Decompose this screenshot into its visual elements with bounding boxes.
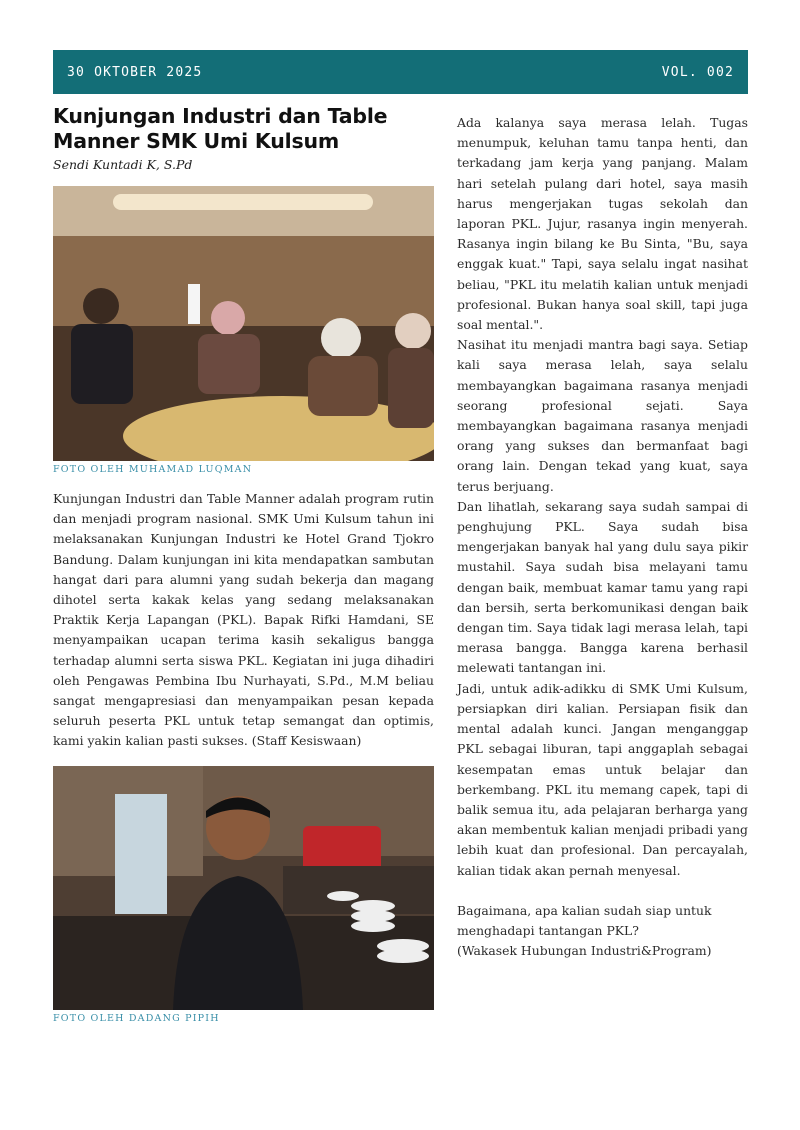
article-author: Sendi Kuntadi K, S.Pd bbox=[53, 157, 193, 172]
photo2-caption: FOTO OLEH DADANG PIPIH bbox=[53, 1012, 220, 1024]
photo1-caption: FOTO OLEH MUHAMAD LUQMAN bbox=[53, 464, 253, 475]
barista-photo-illustration bbox=[53, 766, 434, 1010]
right-paragraph-3: Dan lihatlah, sekarang saya sudah sampai di penghujung PKL. Saya sudah bisa mengerjakan banyak hal yang dulu saya pikir mustahil. Saya sudah bisa melayani tamu dengan baik, membuat kamar tamu yang rapi dan bersih, serta berkomunikasi dengan baik dengan tim. Saya tidak lagi merasa lelah, tapi merasa bangga. Bangga karena berhasil melewati tantangan ini. bbox=[457, 498, 748, 676]
right-column bbox=[457, 113, 748, 961]
right-paragraph-1: Ada kalanya saya merasa lelah. Tugas menumpuk, keluhan tamu tanpa henti, dan terkadang jam kerja yang panjang. Malam hari setelah pulang dari hotel, saya masih harus mengerjakan tugas sekolah dan laporan PKL. Jujur, rasanya ingin menyerah. Rasanya ingin bilang ke Bu Sinta, "Bu, saya enggak kuat." Tapi, saya selalu ingat nasihat beliau, "PKL itu melatih kalian untuk menjadi profesional. Bukan hanya soal skill, tapi juga soal mental.". bbox=[457, 115, 748, 333]
photo-banquet bbox=[53, 186, 434, 461]
photo-barista bbox=[53, 766, 434, 1010]
closing-signature: (Wakasek Hubungan Industri&Program) bbox=[457, 943, 712, 959]
right-paragraph-2: Nasihat itu menjadi mantra bagi saya. Setiap kali saya merasa lelah, saya selalu membayangkan bagaimana rasanya menjadi seorang profesional sejati. Saya membayangkan bagaimana rasanya menjadi orang yang sukses dan bermanfaat bagi orang lain. Dengan tekad yang kuat, saya terus berjuang. bbox=[457, 337, 748, 494]
issue-date: 30 OKTOBER 2025 bbox=[67, 64, 203, 80]
banquet-photo-illustration bbox=[53, 186, 434, 461]
left-paragraph: Kunjungan Industri dan Table Manner adalah program rutin dan menjadi program nasional. SMK Umi Kulsum tahun ini melaksanakan Kunjungan Industri ke Hotel Grand Tjokro Bandung. Dalam kunjungan ini kita mendapatkan sambutan hangat dari para alumni yang sudah bekerja dan magang dihotel serta kakak kelas yang sedang melaksanakan Praktik Kerja Lapangan (PKL). Bapak Rifki Hamdani, SE menyampaikan ucapan terima kasih sekaligus bangga terhadap alumni serta siswa PKL. Kegiatan ini juga dihadiri oleh Pengawas Pembina Ibu Nurhayati, S.Pd., M.M beliau sangat mengapresiasi dan menyampaikan pesan kepada seluruh peserta PKL untuk tetap semangat dan optimis, kami yakin kalian pasti sukses. (Staff Kesiswaan) bbox=[53, 491, 434, 749]
header-bar bbox=[53, 50, 748, 94]
left-column bbox=[53, 104, 434, 1024]
right-paragraph-4: Jadi, untuk adik-adikku di SMK Umi Kulsum, persiapkan diri kalian. Persiapan fisik dan mental adalah kunci. Jangan menganggap PKL sebagai liburan, tapi anggaplah sebagai kesempatan emas untuk belajar dan berkembang. PKL itu memang capek, tapi di balik semua itu, ada pelajaran berharga yang akan membentuk kalian menjadi pribadi yang lebih kuat dan profesional. Dan percayalah, kalian tidak akan pernah menyesal. bbox=[457, 680, 748, 878]
article-title: Kunjungan Industri dan Table Manner SMK Umi Kulsum bbox=[53, 104, 388, 153]
closing-question: Bagaimana, apa kalian sudah siap untuk menghadapi tantangan PKL? bbox=[457, 902, 712, 938]
issue-volume: VOL. 002 bbox=[661, 64, 734, 80]
paragraph-gap bbox=[457, 881, 748, 901]
